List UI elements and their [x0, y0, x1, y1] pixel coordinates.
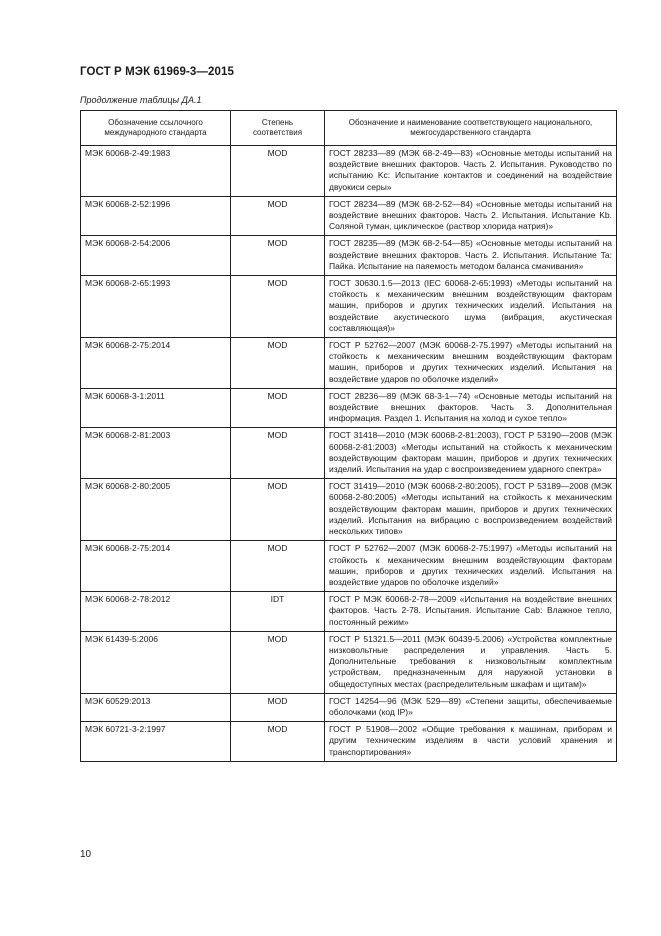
- degree-cell: MOD: [231, 631, 325, 693]
- ref-standard-cell: МЭК 60721-3-2:1997: [81, 722, 231, 762]
- table-row: [81, 631, 617, 693]
- ref-standard-cell: МЭК 61439-5:2006: [81, 631, 231, 693]
- national-standard-cell: ГОСТ Р 51321.5—2011 (МЭК 60439-5.2006) «Устройства комплектные низковольтные распределения и управления. Часть 5. Дополнительные требования к низковольтным комплектным устройствам, предназначенным для наружной установки в общедоступных местах (распределительным шкафам и щитам)»: [325, 631, 617, 693]
- national-standard-cell: ГОСТ 14254—96 (МЭК 529—89) «Степени защиты, обеспечиваемые оболочками (код IP)»: [325, 693, 617, 721]
- ref-standard-cell: МЭК 60068-2-75:2014: [81, 541, 231, 592]
- table-row: [81, 276, 617, 338]
- national-standard-cell: ГОСТ Р 52762—2007 (МЭК 60068-2-75.1997) «Методы испытаний на стойкость к механическим внешним воздействующим факторам машин, приборов и других технических изделий. Испытания на воздействие ударов по оболочке изделий»: [325, 338, 617, 389]
- national-standard-cell: ГОСТ Р 51908—2002 «Общие требования к машинам, приборам и другим техническим изделиям в части условий хранения и транспортирования»: [325, 722, 617, 762]
- table-row: [81, 693, 617, 721]
- column-header-ref: Обозначение ссылочного международного стандарта: [81, 111, 231, 146]
- table-row: [81, 388, 617, 428]
- degree-cell: MOD: [231, 428, 325, 479]
- national-standard-cell: ГОСТ 30630.1.5—2013 (IEC 60068-2-65:1993) «Методы испытаний на стойкость к механическим внешним воздействующим факторам машин, приборов и других технических изделий. Испытания на воздействие акустического шума (вибрация, акустическая составляющая)»: [325, 276, 617, 338]
- document-title: ГОСТ Р МЭК 61969-3—2015: [80, 66, 234, 78]
- table-row: [81, 196, 617, 236]
- table-caption: Продолжение таблицы ДА.1: [80, 95, 202, 105]
- table-row: [81, 338, 617, 389]
- table-row: [81, 541, 617, 592]
- degree-cell: IDT: [231, 592, 325, 632]
- ref-standard-cell: МЭК 60529:2013: [81, 693, 231, 721]
- ref-standard-cell: МЭК 60068-2-78:2012: [81, 592, 231, 632]
- degree-cell: MOD: [231, 479, 325, 541]
- degree-cell: MOD: [231, 338, 325, 389]
- degree-cell: MOD: [231, 236, 325, 276]
- degree-cell: MOD: [231, 146, 325, 197]
- table-row: [81, 428, 617, 479]
- table-row: [81, 479, 617, 541]
- page-number: 10: [80, 849, 92, 860]
- degree-cell: MOD: [231, 276, 325, 338]
- ref-standard-cell: МЭК 60068-2-54:2006: [81, 236, 231, 276]
- table-row: [81, 722, 617, 762]
- degree-cell: MOD: [231, 722, 325, 762]
- table-header-row: [81, 111, 617, 146]
- national-standard-cell: ГОСТ 28233—89 (МЭК 68-2-49—83) «Основные методы испытаний на воздействие внешних факторов. Часть 2. Испытания. Руководство по испытанию Kc: Испытание контактов и соединений на воздействие двуокиси серы»: [325, 146, 617, 197]
- ref-standard-cell: МЭК 60068-2-49:1983: [81, 146, 231, 197]
- table-row: [81, 592, 617, 632]
- table-row: [81, 236, 617, 276]
- national-standard-cell: ГОСТ Р 52762—2007 (МЭК 60068-2-75:1997) «Методы испытаний на стойкость к механическим внешним воздействующим факторам машин, приборов и других технических изделий. Испытания на воздействие ударов по оболочке изделий»: [325, 541, 617, 592]
- ref-standard-cell: МЭК 60068-2-52:1996: [81, 196, 231, 236]
- national-standard-cell: ГОСТ 31418—2010 (МЭК 60068-2-81:2003), ГОСТ Р 53190—2008 (МЭК 60068-2-81:2003) «Методы испытаний на стойкость к механическим воздействующим факторам машин, приборов и других технических изделий. Испытания на удар с воспроизведением ударного спектра»: [325, 428, 617, 479]
- ref-standard-cell: МЭК 60068-3-1:2011: [81, 388, 231, 428]
- degree-cell: MOD: [231, 388, 325, 428]
- column-header-degree: Степень соответствия: [231, 111, 325, 146]
- national-standard-cell: ГОСТ 31419—2010 (МЭК 60068-2-80:2005), ГОСТ Р 53189—2008 (МЭК 60068-2-80:2005) «Методы испытаний на стойкость к механическим воздействующим факторам машин, приборов и других технических изделий. Испытания на вибрацию с воспроизведением воздействий нескольких типов»: [325, 479, 617, 541]
- degree-cell: MOD: [231, 693, 325, 721]
- correspondence-table: [80, 110, 617, 762]
- ref-standard-cell: МЭК 60068-2-81:2003: [81, 428, 231, 479]
- national-standard-cell: ГОСТ 28236—89 (МЭК 68-3-1—74) «Основные методы испытаний на воздействие внешних факторов. Часть 3. Дополнительная информация. Раздел 1. Испытания на холод и сухое тепло»: [325, 388, 617, 428]
- national-standard-cell: ГОСТ Р МЭК 60068-2-78—2009 «Испытания на воздействие внешних факторов. Часть 2-78. Испытания. Испытание Cab: Влажное тепло, постоянный режим»: [325, 592, 617, 632]
- degree-cell: MOD: [231, 196, 325, 236]
- national-standard-cell: ГОСТ 28234—89 (МЭК 68-2-52—84) «Основные методы испытаний на воздействие внешних факторов. Часть 2. Испытания. Испытание Kb. Соляной туман, циклическое (раствор хлорида натрия)»: [325, 196, 617, 236]
- table-row: [81, 146, 617, 197]
- national-standard-cell: ГОСТ 28235—89 (МЭК 68-2-54—85) «Основные методы испытаний на воздействие внешних факторов. Часть 2. Испытания. Испытание Ta: Пайка. Испытание на паяемость методом баланса смачивания»: [325, 236, 617, 276]
- column-header-name: Обозначение и наименование соответствующего национального, межгосударственного стандарта: [325, 111, 617, 146]
- ref-standard-cell: МЭК 60068-2-65:1993: [81, 276, 231, 338]
- degree-cell: MOD: [231, 541, 325, 592]
- ref-standard-cell: МЭК 60068-2-75:2014: [81, 338, 231, 389]
- ref-standard-cell: МЭК 60068-2-80:2005: [81, 479, 231, 541]
